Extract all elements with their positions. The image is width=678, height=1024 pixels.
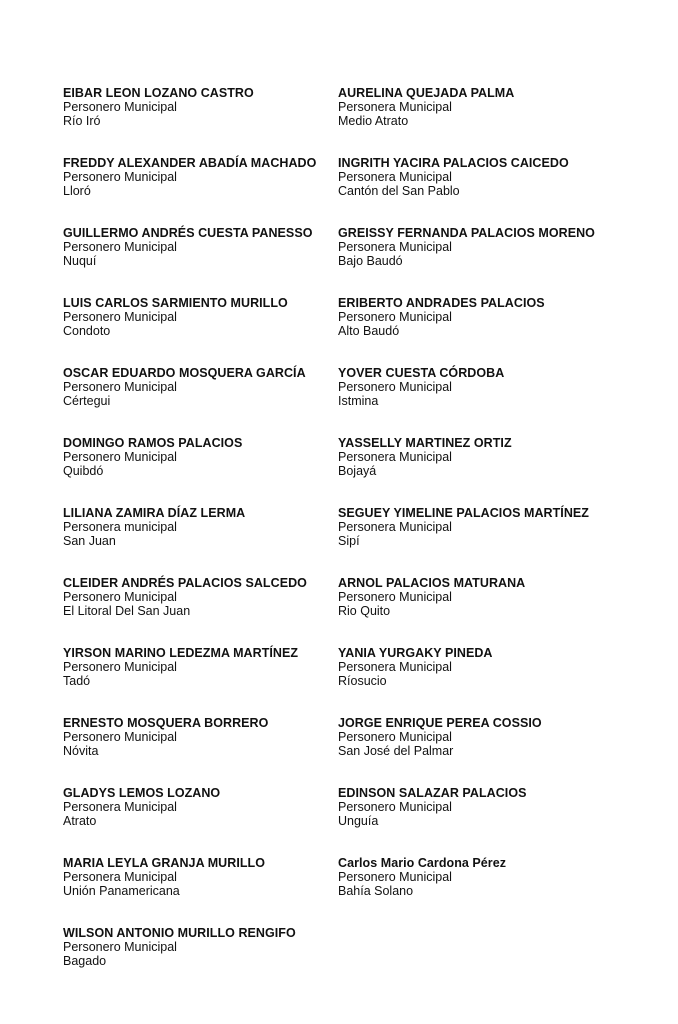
entry-role: Personero Municipal: [338, 380, 452, 394]
entry-role: Personero Municipal: [63, 310, 177, 324]
list-item: [63, 86, 338, 156]
entry-place: Sipí: [338, 534, 360, 548]
entry-place: Bojayá: [338, 464, 377, 478]
entry-role: Personero Municipal: [63, 660, 177, 674]
entry-place: Cértegui: [63, 394, 111, 408]
list-item: [338, 226, 638, 296]
entry-role: Personero Municipal: [63, 380, 177, 394]
list-item: [63, 156, 338, 226]
entry-role: Personero Municipal: [338, 310, 452, 324]
officials-list: [63, 86, 653, 996]
list-item: [338, 436, 638, 506]
list-item: [63, 226, 338, 296]
entry-name: EDINSON SALAZAR PALACIOS: [338, 786, 527, 800]
entry-name: ARNOL PALACIOS MATURANA: [338, 576, 526, 590]
entry-role: Personera municipal: [63, 520, 177, 534]
entry-place: San Juan: [63, 534, 116, 548]
list-item: [338, 86, 638, 156]
entry-name: ERIBERTO ANDRADES PALACIOS: [338, 296, 545, 310]
entry-role: Personera Municipal: [338, 520, 452, 534]
entry-place: El Litoral Del San Juan: [63, 604, 191, 618]
entry-place: Lloró: [63, 184, 91, 198]
entry-name: WILSON ANTONIO MURILLO RENGIFO: [63, 926, 296, 940]
entry-role: Personera Municipal: [63, 870, 177, 884]
list-item: [63, 506, 338, 576]
entry-name: LUIS CARLOS SARMIENTO MURILLO: [63, 296, 288, 310]
entry-role: Personera Municipal: [338, 100, 452, 114]
entry-place: Condoto: [63, 324, 111, 338]
entry-name: YASSELLY MARTINEZ ORTIZ: [338, 436, 512, 450]
entry-role: Personero Municipal: [338, 730, 452, 744]
entry-place: Bajo Baudó: [338, 254, 403, 268]
entry-role: Personero Municipal: [63, 940, 177, 954]
entry-name: CLEIDER ANDRÉS PALACIOS SALCEDO: [63, 576, 307, 590]
entry-name: AURELINA QUEJADA PALMA: [338, 86, 515, 100]
list-item: [63, 856, 338, 926]
list-item: [338, 156, 638, 226]
list-item: [338, 786, 638, 856]
entry-name: JORGE ENRIQUE PEREA COSSIO: [338, 716, 542, 730]
entry-role: Personero Municipal: [63, 170, 177, 184]
entry-role: Personero Municipal: [63, 450, 177, 464]
entry-role: Personero Municipal: [338, 870, 452, 884]
entry-place: Quibdó: [63, 464, 104, 478]
entry-place: Atrato: [63, 814, 97, 828]
entry-name: EIBAR LEON LOZANO CASTRO: [63, 86, 254, 100]
entry-place: Nóvita: [63, 744, 99, 758]
list-item: [63, 786, 338, 856]
list-item: [63, 576, 338, 646]
entry-name: YIRSON MARINO LEDEZMA MARTÍNEZ: [63, 646, 299, 660]
list-item: [63, 926, 338, 996]
entry-place: Cantón del San Pablo: [338, 184, 460, 198]
entry-name: GLADYS LEMOS LOZANO: [63, 786, 221, 800]
list-item: [338, 506, 638, 576]
entry-place: Unguía: [338, 814, 379, 828]
list-item: [63, 646, 338, 716]
entry-name: OSCAR EDUARDO MOSQUERA GARCÍA: [63, 366, 306, 380]
entry-name: FREDDY ALEXANDER ABADÍA MACHADO: [63, 156, 317, 170]
entry-role: Personera Municipal: [338, 240, 452, 254]
entry-name: GUILLERMO ANDRÉS CUESTA PANESSO: [63, 226, 313, 240]
entry-role: Personero Municipal: [338, 590, 452, 604]
entry-role: Personera Municipal: [338, 660, 452, 674]
entry-place: Bagado: [63, 954, 107, 968]
entry-role: Personero Municipal: [338, 800, 452, 814]
entry-name: GREISSY FERNANDA PALACIOS MORENO: [338, 226, 595, 240]
entry-place: Bahía Solano: [338, 884, 414, 898]
entry-name: INGRITH YACIRA PALACIOS CAICEDO: [338, 156, 569, 170]
list-item: [338, 296, 638, 366]
list-item: [338, 716, 638, 786]
entry-name: ERNESTO MOSQUERA BORRERO: [63, 716, 269, 730]
entry-place: Istmina: [338, 394, 379, 408]
list-item: [338, 576, 638, 646]
entry-name: YANIA YURGAKY PINEDA: [338, 646, 493, 660]
entry-role: Personera Municipal: [338, 170, 452, 184]
list-item: [63, 296, 338, 366]
entry-role: Personero Municipal: [63, 730, 177, 744]
list-item: [63, 436, 338, 506]
list-item: [63, 366, 338, 436]
list-item: [63, 716, 338, 786]
entry-role: Personero Municipal: [63, 590, 177, 604]
entry-place: Nuquí: [63, 254, 97, 268]
entry-role: Personera Municipal: [338, 450, 452, 464]
list-item: [338, 646, 638, 716]
entry-name: Carlos Mario Cardona Pérez: [338, 856, 507, 870]
entry-place: Rio Quito: [338, 604, 391, 618]
entry-name: LILIANA ZAMIRA DÍAZ LERMA: [63, 506, 246, 520]
entry-role: Personera Municipal: [63, 800, 177, 814]
entry-role: Personero Municipal: [63, 240, 177, 254]
entry-name: MARIA LEYLA GRANJA MURILLO: [63, 856, 265, 870]
entry-place: Unión Panamericana: [63, 884, 180, 898]
entry-place: Tadó: [63, 674, 91, 688]
list-item: [338, 366, 638, 436]
entry-name: DOMINGO RAMOS PALACIOS: [63, 436, 243, 450]
list-item: [338, 856, 638, 926]
entry-place: Medio Atrato: [338, 114, 409, 128]
entry-place: San José del Palmar: [338, 744, 454, 758]
entry-place: Río Iró: [63, 114, 101, 128]
entry-place: Ríosucio: [338, 674, 387, 688]
entry-place: Alto Baudó: [338, 324, 400, 338]
entry-name: YOVER CUESTA CÓRDOBA: [338, 366, 505, 380]
entry-role: Personero Municipal: [63, 100, 177, 114]
entry-name: SEGUEY YIMELINE PALACIOS MARTÍNEZ: [338, 506, 589, 520]
